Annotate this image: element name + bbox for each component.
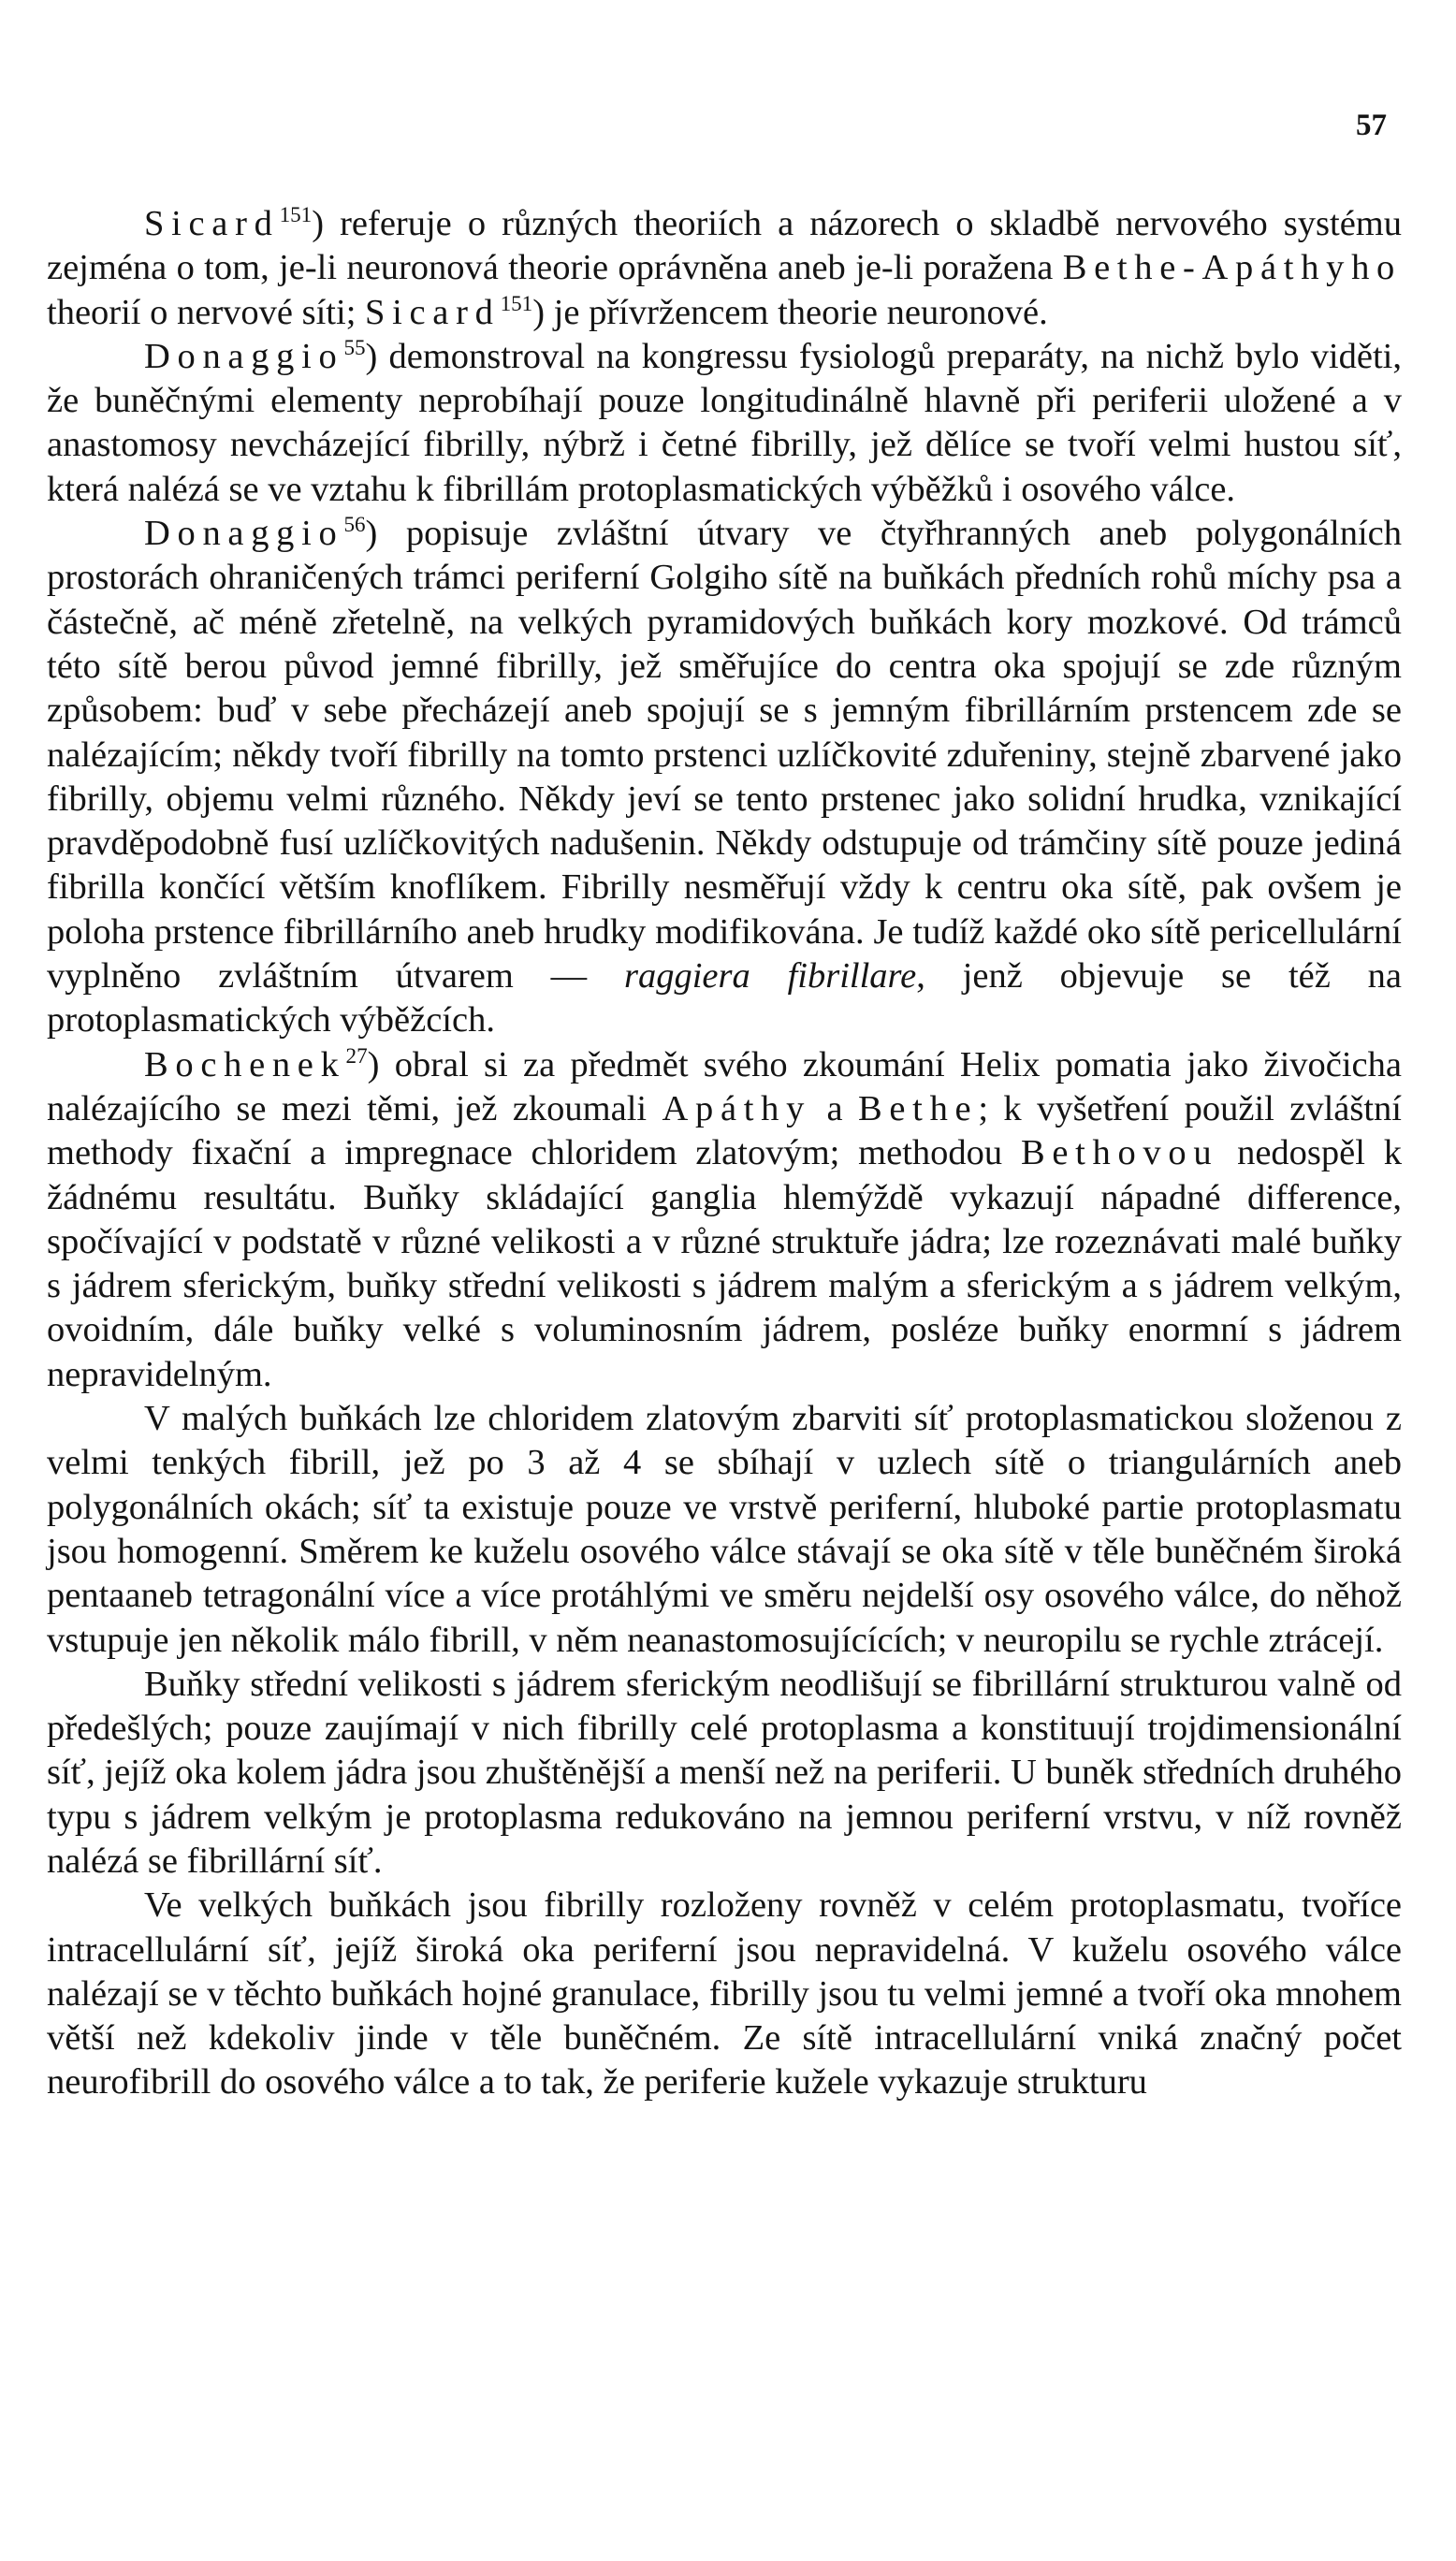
paragraph-text: Ve velkých buňkách jsou fibrilly rozloženy rovněž v celém protoplasmatu, tvoříce intracellulární síť, jejíž široká oka periferní jsou nepravidelná. V kuželu osového válce nalézají se v těchto buňkách hojné granulace, fibrilly jsou tu velmi jemné a tvoří oka mnohem větší než kdekoliv jinde v těle buněčném. Ze sítě intracellulární vniká značný počet neurofibrill do osového válce a to tak, že periferie kužele vykazuje strukturu [47, 1885, 1402, 2103]
body-text [47, 202, 1402, 2105]
page-number: 57 [1356, 109, 1387, 142]
paragraph-donaggio-55 [47, 335, 1402, 512]
paragraph-text: ) referuje o různých theoriích a názorech o skladbě nervového systému zejména o tom, je-li neuronová theorie oprávněna aneb je-li poražena [47, 204, 1402, 288]
reference-number: 56 [343, 512, 366, 537]
emphasized-term: raggiera fibrillare [623, 956, 917, 997]
paragraph-text: , jenž objevuje se též na protoplasmatických výběžcích. [47, 956, 1402, 1040]
reference-number: 27 [345, 1042, 368, 1068]
paragraph-text: ) obral si za předmět svého zkoumání Helix pomatia jako živočicha nalézajícího se mezi těmi, jež zkoumali [47, 1044, 1402, 1128]
author-name: Bethe-Apáthyho [1062, 248, 1402, 288]
author-name: Bochenek [144, 1044, 346, 1084]
paragraph-small-cells [47, 1397, 1402, 1663]
paragraph-text: ) demonstroval na kongressu fysiologů preparáty, na nichž bylo viděti, že buněčnými elementy neprobíhají pouze longitudinálně hlavně při periferii uložené a v anastomosy nevcházející fibrilly, nýbrž i četné fibrilly, jež dělíce se tvoří velmi hustou síť, která nalézá se ve vztahu k fibrillám protoplasmatických výběžků i osového válce. [47, 336, 1402, 509]
paragraph-text: a [811, 1088, 858, 1128]
author-name: Apáthy [662, 1088, 812, 1128]
paragraph-text: nedospěl k žádnému resultátu. Buňky skládající ganglia hlemýždě vykazují nápadné differencе, spočívající v podstatě v různé velikosti a v různé struktuře jádra; lze rozeznávati malé buňky s jádrem sferickým, buňky střední velikosti s jádrem malým a sferickým a s jádrem velkým, ovoidním, dále buňky velké s voluminosním jádrem, posléze buňky enormní s jádrem nepravidelným. [47, 1133, 1402, 1394]
paragraph-bochenek [47, 1043, 1402, 1397]
paragraph-donaggio-56 [47, 512, 1402, 1043]
reference-number: 151 [279, 202, 313, 227]
author-name: Bethovou [1020, 1133, 1219, 1173]
paragraph-text: ) je přívržencem theorie neuronové. [532, 292, 1048, 332]
paragraph-text: ) popisuje zvláštní útvary ve čtyřhranných aneb polygonálních prostorách ohraničených trámci periferní Golgiho sítě na buňkách předních rohů míchy psa a částečně, ač méně zřetelně, na velkých pyramidových buňkách kory mozkové. Od trámců této sítě berou původ jemné fibrilly, jež směřujíce do centra oka spojují se zde různým způsobem: buď v sebe přecházejí aneb spojují se s jemným fibrillárním prstencem zde se nalézajícím; někdy tvoří fibrilly na tomto prstenci uzlíčkovité zduřeniny, stejně zbarvené jako fibrilly, objemu velmi různého. Někdy jeví se tento prstenec jako solidní hrudka, vznikající pravděpodobně fusí uzlíčkovitých nadušenin. Někdy odstupuje od trámčiny sítě pouze jediná fibrilla končící větším knoflíkem. Fibrilly nesměřují vždy k centru oka sítě, pak ovšem je poloha prstence fibrillárního aneb hrudky modifikována. Je tudíž každé oko sítě pericellulární vyplněno zvláštním útvarem — [47, 514, 1402, 997]
reference-number: 55 [343, 335, 366, 360]
author-name: Sicard [365, 292, 501, 332]
reference-number: 151 [500, 290, 533, 315]
paragraph-sicard [47, 202, 1402, 335]
paragraph-medium-cells [47, 1663, 1402, 1884]
author-name: Donaggio [144, 514, 344, 554]
author-name: Bethe [858, 1088, 979, 1128]
paragraph-large-cells [47, 1884, 1402, 2104]
paragraph-text: Buňky střední velikosti s jádrem sferickým neodlišují se fibrillární strukturou valně od předešlých; pouze zaujímají v nich fibrilly celé protoplasma a konstituují trojdimensionální síť, jejíž oka kolem jádra jsou zhuštěnější a menší než na periferii. U buněk středních druhého typu s jádrem velkým je protoplasma redukováno na jemnou periferní vrstvu, v níž rovněž nalézá se fibrillární síť. [47, 1664, 1402, 1881]
paragraph-text: theorií o nervové síti; [47, 292, 366, 332]
author-name: Sicard [144, 204, 280, 243]
paragraph-text: ; k vyšetření použil zvláštní methody fixační a impregnace chloridem zlatovým; methodou [47, 1088, 1403, 1173]
paragraph-text: V malých buňkách lze chloridem zlatovým zbarviti síť protoplasmatickou složenou z velmi tenkých fibrill, jež po 3 až 4 se sbíhají v uzlech sítě o triangulárních aneb polygonálních okách; síť ta existuje pouze ve vrstvě periferní, hluboké partie protoplasmatu jsou homogenní. Směrem ke kuželu osového válce stávají se oka sítě v těle buněčném široká pentaaneb tetragonální více a více protáhlými ve směru nejdelší osy osového válce, do něhož vstupuje jen několik málo fibrill, v něm neanastomosujícících; v neuropilu se rychle ztrácejí. [47, 1399, 1402, 1660]
author-name: Donaggio [144, 336, 344, 376]
